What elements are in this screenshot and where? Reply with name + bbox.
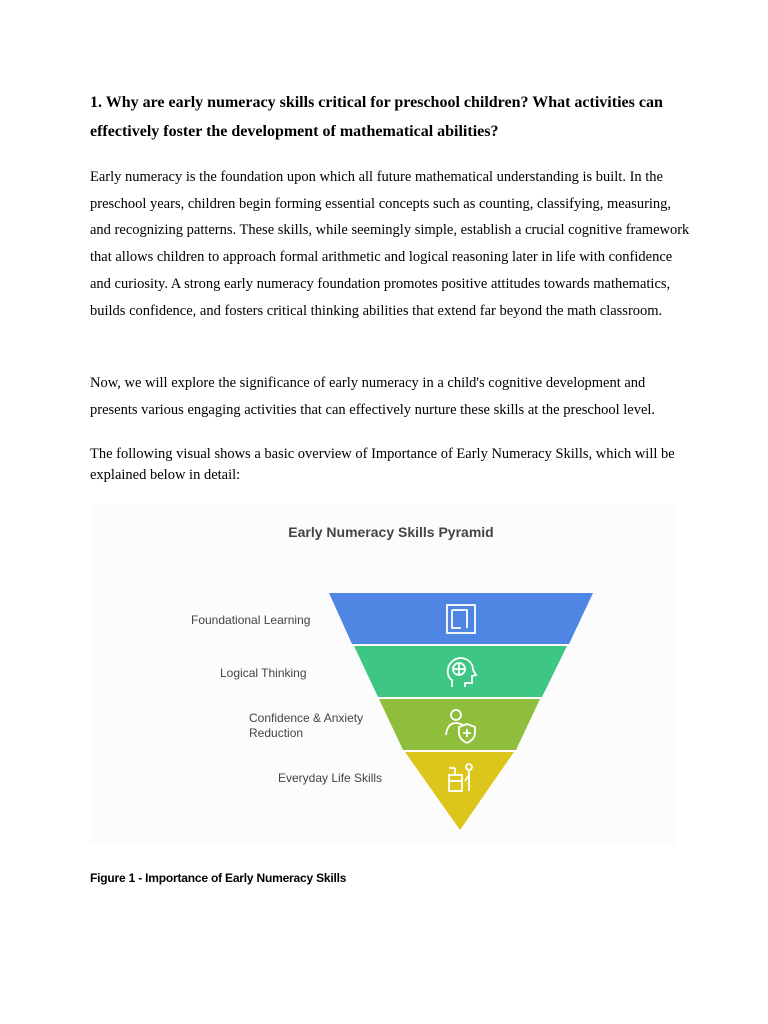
level-label-line: Reduction [249,726,304,740]
pyramid-level-confidence [249,699,540,750]
level-label: Foundational Learning [191,613,311,627]
level-label: Logical Thinking [220,666,307,680]
pyramid-level-logical-thinking [220,646,567,697]
level-label: Everyday Life Skills [278,771,383,785]
pyramid-level-everyday-life [278,752,514,830]
question-heading: 1. Why are early numeracy skills critical for preschool children? What activities can effectively foster the development of mathematical abilities? [90,94,663,140]
pyramid-figure [90,505,676,845]
explore-paragraph: Now, we will explore the significance of early numeracy in a child's cognitive development and presents various engaging activities that can effectively nurture these skills at the preschool level. [90,375,656,418]
pyramid-level-foundational-learning [191,593,593,644]
visual-intro-paragraph: The following visual shows a basic overview of Importance of Early Numeracy Skills, which will be explained below in detail: [90,446,675,483]
pyramid-diagram [90,505,676,845]
pyramid-band-1 [329,593,593,644]
level-label [249,711,366,740]
intro-paragraph: Early numeracy is the foundation upon which all future mathematical understanding is built. In the preschool years, children begin forming essential concepts such as counting, classifying, measuring, and recognizing patterns. These skills, while seemingly simple, establish a crucial cognitive framework that allows children to approach formal arithmetic and logical reasoning later in life with confidence and curiosity. A strong early numeracy foundation promotes positive attitudes towards mathematics, builds confidence, and fosters critical thinking abilities that extend far beyond the math classroom. [90,169,690,319]
level-label-line: Confidence & Anxiety [249,711,364,725]
pyramid-band-2 [354,646,567,697]
figure-caption: Figure 1 - Importance of Early Numeracy Skills [90,871,347,885]
pyramid-title: Early Numeracy Skills Pyramid [288,524,494,540]
